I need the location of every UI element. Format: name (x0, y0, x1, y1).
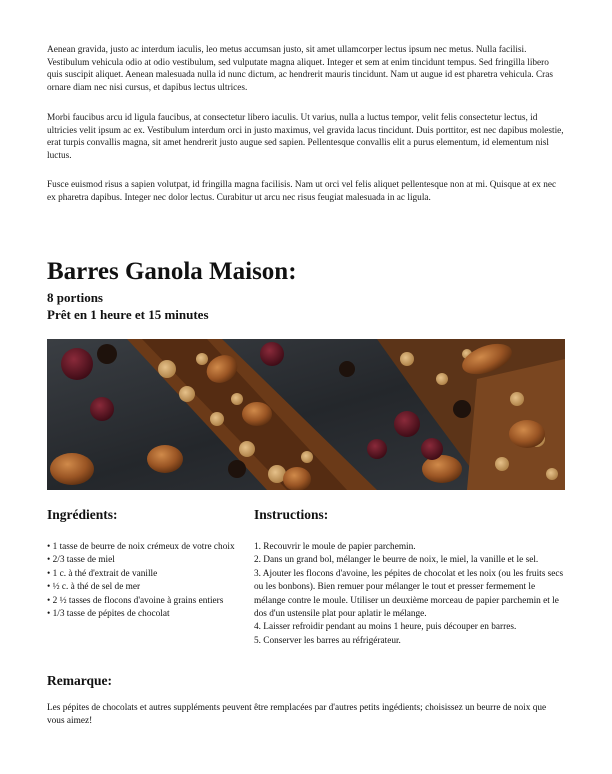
instruction-step: 3. Ajouter les flocons d'avoine, les pépites de chocolat et les noix (ou les fruits secs ou les bonbons). Bien remuer pour mélanger le tout et presser fermement le mélange contre le moule. Utiliser un deuxième morceau de papier parchemin et le dos d'un ustensile plat pour aplatir le mélange. (254, 568, 564, 620)
recipe-title: Barres Ganola Maison: (47, 258, 297, 285)
intro-paragraph-3: Fusce euismod risus a sapien volutpat, id fringilla magna facilisis. Nam ut orci vel felis aliquet pellentesque non at mi. Quisque at ex nec ex pharetra dapibus. Integer nec dolor lectus. Curabitur ut arcu nec risus feugiat malesuada in ac ligula. (47, 180, 557, 203)
ingredient-item: • 2/3 tasse de miel (47, 554, 237, 567)
ingredient-item: • 1/3 tasse de pépites de chocolat (47, 608, 237, 621)
ingredient-item: • 1 tasse de beurre de noix crémeux de votre choix (47, 541, 237, 554)
recipe-servings: 8 portions (47, 290, 103, 305)
instruction-step: 2. Dans un grand bol, mélanger le beurre de noix, le miel, la vanille et le sel. (254, 555, 539, 566)
intro-paragraph-2: Morbi faucibus arcu id ligula faucibus, at consectetur libero iaculis. Ut varius, nulla a luctus tempor, velit felis consectetur lectus, id ultricies velit ipsum ac ex. Vestibulum interdum orci in justo maximus, vel gravida lacus tincidunt. Duis porttitor, est nec dapibus molestie, erat turpis convallis magna, sit amet hendrerit justo augue sed sapien. Pellentesque convallis elit a purus elementum, id elementum nisl luctus. (47, 113, 564, 161)
instructions-heading: Instructions: (254, 507, 329, 522)
ingredient-item: • ½ c. à thé de sel de mer (47, 581, 237, 594)
ingredient-item: • 2 ½ tasses de flocons d'avoine à grains entiers (47, 595, 237, 608)
recipe-time: Prêt en 1 heure et 15 minutes (47, 307, 209, 322)
intro-paragraph-1: Aenean gravida, justo ac interdum iaculis, leo metus accumsan justo, sit amet ullamcorper lectus ipsum nec metus. Nulla facilisi. Vestibulum vehicula odio at odio vestibulum, sed vulputate magna aliquet. Integer et sem at enim tincidunt tempus. Sed fringilla libero quis suscipit aliquet. Aenean malesuada nulla id nunc dictum, ac hendrerit mauris tincidunt. Nam ut augue id est pharetra vehicula. Cras ornare diam nec nisi cursus, et dapibus lectus ultrices. (47, 45, 554, 93)
instruction-step: 4. Laisser refroidir pendant au moins 1 heure, puis découper en barres. (254, 622, 517, 633)
remark-heading: Remarque: (47, 673, 112, 688)
instructions-list (254, 541, 566, 648)
ingredients-list (47, 541, 237, 621)
granola-bars-photo (47, 339, 565, 490)
granola-bars-illustration (47, 339, 565, 490)
ingredient-item: • 1 c. à thé d'extrait de vanille (47, 568, 237, 581)
remark-text: Les pépites de chocolats et autres suppléments peuvent être remplacées par d'autres petits ingédients; choisissez un beurre de noix que vous aimez! (47, 703, 547, 727)
instruction-step: 5. Conserver les barres au réfrigérateur. (254, 635, 401, 646)
ingredients-heading: Ingrédients: (47, 507, 118, 522)
instruction-step: 1. Recouvrir le moule de papier parchemin. (254, 542, 416, 552)
